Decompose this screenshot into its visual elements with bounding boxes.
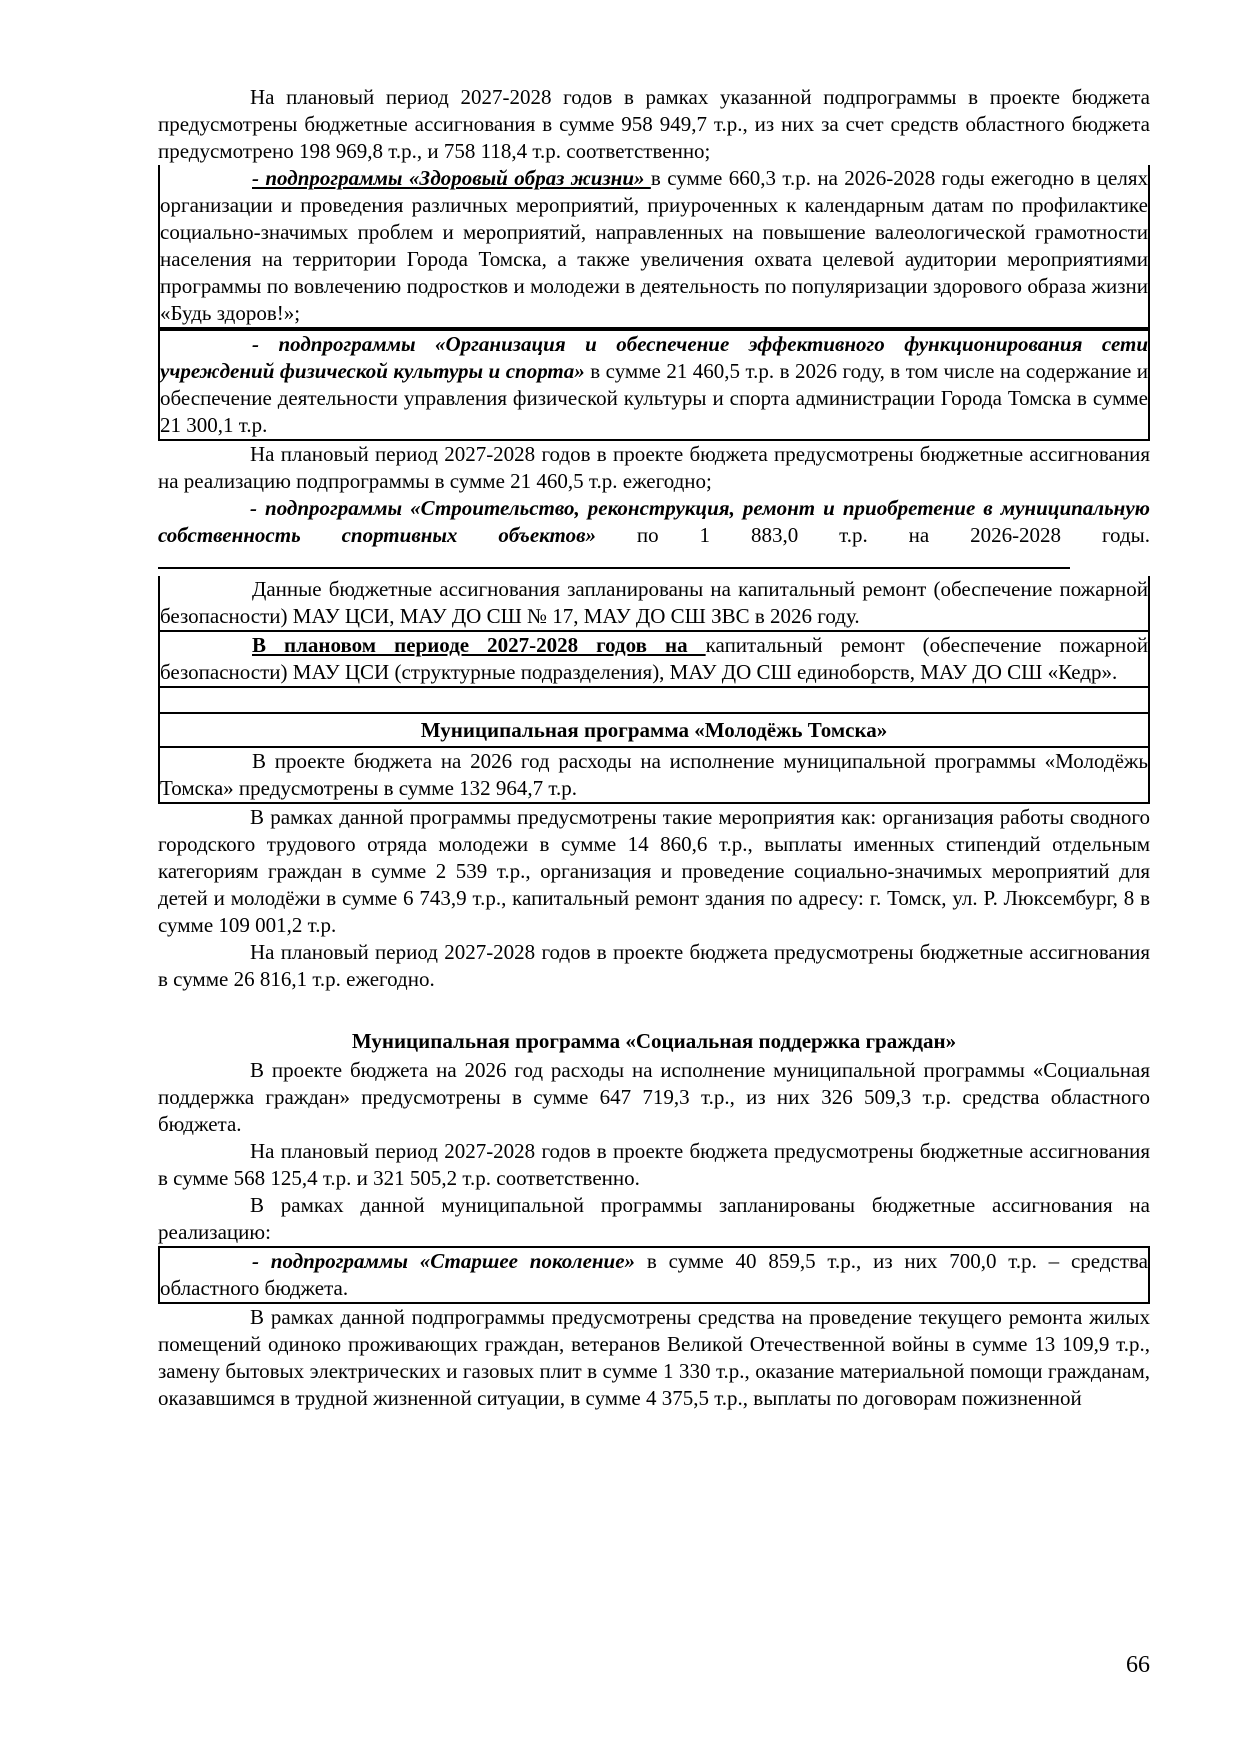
text-run: - подпрограммы «Старшее поколение» — [252, 1249, 647, 1273]
text-run: - подпрограммы «Организация и обеспечение эффективного функционирования сети учреждений физической культуры и спорта» — [160, 332, 1148, 383]
text-run: капитальный ремонт (обеспечение пожарной безопасности) МАУ ЦСИ (структурные подразделения), МАУ ДО СШ единоборств, МАУ ДО СШ «Кедр». — [160, 633, 1148, 684]
text-run: В рамках данной программы предусмотрены такие мероприятия как: организация работы сводного городского трудового отряда молодежи в сумме 14 860,6 т.р., выплаты именных стипендий отдельным категориям граждан в сумме 2 539 т.р., организация и проведение социально-значимых мероприятий для детей и молодёжи в сумме 6 743,9 т.р., капитальный ремонт здания по адресу: г. Томск, ул. Р. Люксембург, 8 в сумме 109 001,2 т.р. — [158, 805, 1150, 937]
text-run: На плановый период 2027-2028 годов в проекте бюджета предусмотрены бюджетные ассигнования в сумме 568 125,4 т.р. и 321 505,2 т.р. соответственно. — [158, 1139, 1150, 1190]
text-run: в сумме 21 460,5 т.р. в 2026 году, в том числе на содержание и обеспечение деятельности управления физической культуры и спорта администрации Города Томска в сумме 21 300,1 т.р. — [160, 359, 1149, 437]
paragraph — [158, 495, 1150, 576]
paragraph — [158, 748, 1150, 804]
paragraph — [158, 441, 1150, 495]
text-run: В проекте бюджета на 2026 год расходы на исполнение муниципальной программы «Социальная поддержка граждан» предусмотрены в сумме 647 719,3 т.р., из них 326 509,3 т.р. средства областного бюджета. — [158, 1058, 1150, 1136]
text-run: - подпрограммы «Здоровый образ жизни» — [252, 166, 651, 190]
text-run: по 1 883,0 т.р. на 2026-2028 годы. — [636, 523, 1150, 547]
program-heading: Муниципальная программа «Молодёжь Томска» — [158, 714, 1150, 748]
text-run: На плановый период 2027-2028 годов в проекте бюджета предусмотрены бюджетные ассигнования в сумме 26 816,1 т.р. ежегодно. — [158, 940, 1150, 991]
underline-filler — [158, 564, 1070, 569]
document-content — [158, 84, 1150, 1412]
text-run: В проекте бюджета на 2026 год расходы на исполнение муниципальной программы «Молодёжь Томска» предусмотрены в сумме 132 964,7 т.р. — [160, 749, 1148, 800]
paragraph — [158, 165, 1150, 329]
paragraph — [158, 632, 1150, 688]
paragraph — [158, 1192, 1150, 1246]
program-heading: Муниципальная программа «Социальная поддержка граждан» — [351, 1029, 957, 1053]
paragraph — [158, 1304, 1150, 1412]
paragraph — [158, 939, 1150, 993]
paragraph — [158, 1246, 1150, 1304]
spacer-row — [158, 688, 1150, 714]
text-run: Данные бюджетные ассигнования запланированы на капитальный ремонт (обеспечение пожарной безопасности) МАУ ЦСИ, МАУ ДО СШ № 17, МАУ ДО СШ ЗВС в 2026 году. — [160, 577, 1148, 628]
paragraph — [158, 84, 1150, 165]
paragraph — [158, 804, 1150, 939]
paragraph — [158, 329, 1150, 441]
text-run: в сумме 660,3 т.р. на 2026-2028 годы ежегодно в целях организации и проведения различных мероприятий, приуроченных к календарным датам по профилактике социально-значимых проблем и мероприятий, направленных на повышение валеологической грамотности населения на территории Города Томска, а также увеличения охвата целевой аудитории мероприятиями программы по вовлечению подростков и молодежи в деятельность по популяризации здорового образа жизни «Будь здоров!»; — [160, 166, 1148, 325]
paragraph — [158, 1057, 1150, 1138]
paragraph — [158, 576, 1150, 632]
text-run: В плановом периоде 2027-2028 годов на — [252, 633, 706, 657]
text-run: В рамках данной муниципальной программы запланированы бюджетные ассигнования на реализацию: — [158, 1193, 1150, 1244]
page-number: 66 — [1126, 1652, 1150, 1678]
text-run: На плановый период 2027-2028 годов в проекте бюджета предусмотрены бюджетные ассигнования на реализацию подпрограммы в сумме 21 460,5 т.р. ежегодно; — [158, 442, 1150, 493]
paragraph — [158, 1138, 1150, 1192]
text-run: На плановый период 2027-2028 годов в рамках указанной подпрограммы в проекте бюджета предусмотрены бюджетные ассигнования в сумме 958 949,7 т.р., из них за счет средств областного бюджета предусмотрено 198 969,8 т.р., и 758 118,4 т.р. соответственно; — [158, 85, 1150, 163]
text-run: - подпрограммы «Строительство, реконструкция, ремонт и приобретение в муниципальную собственность спортивных объектов» — [158, 496, 1150, 547]
spacer-row — [158, 993, 1150, 1025]
text-run: в сумме 40 859,5 т.р., из них 700,0 т.р. – средства областного бюджета. — [160, 1249, 1148, 1300]
text-run: В рамках данной подпрограммы предусмотрены средства на проведение текущего ремонта жилых помещений одиноко проживающих граждан, ветеранов Великой Отечественной войны в сумме 13 109,9 т.р., замену бытовых электрических и газовых плит в сумме 1 330 т.р., оказание материальной помощи гражданам, оказавшимся в трудной жизненной ситуации, в сумме 4 375,5 т.р., выплаты по договорам пожизненной — [158, 1305, 1150, 1410]
